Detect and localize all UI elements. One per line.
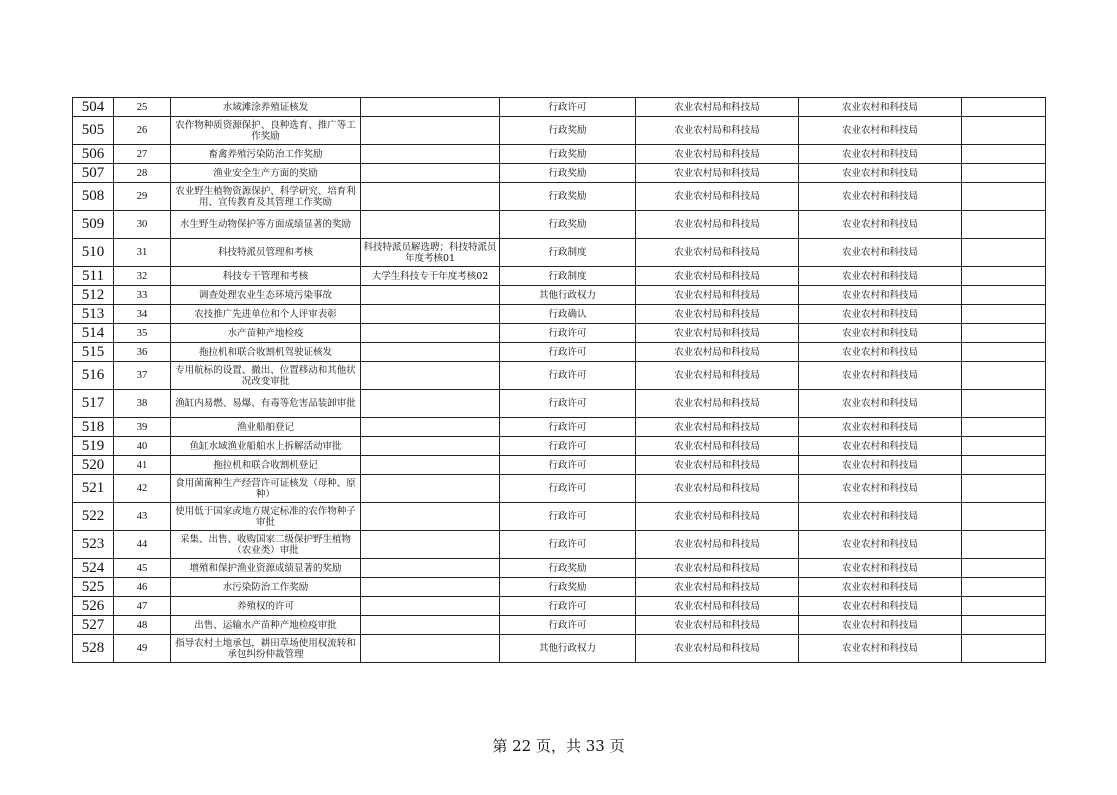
- remarks: [962, 183, 1046, 211]
- power-type: 行政许可: [500, 597, 636, 616]
- table-row: [73, 475, 1046, 503]
- remarks: [962, 98, 1046, 117]
- item-sequence: 41: [114, 456, 171, 475]
- row-number: 526: [73, 597, 114, 616]
- sub-item: [361, 324, 500, 343]
- table-row: [73, 559, 1046, 578]
- responsible-department: 农业农村局和科技局: [636, 324, 799, 343]
- remarks: [962, 503, 1046, 531]
- implementing-department: 农业农村和科技局: [799, 286, 962, 305]
- item-sequence: 39: [114, 418, 171, 437]
- table-row: [73, 117, 1046, 145]
- implementing-department: 农业农村和科技局: [799, 183, 962, 211]
- row-number: 518: [73, 418, 114, 437]
- item-sequence: 30: [114, 211, 171, 239]
- table-row: [73, 597, 1046, 616]
- responsible-department: 农业农村局和科技局: [636, 437, 799, 456]
- item-sequence: 47: [114, 597, 171, 616]
- remarks: [962, 635, 1046, 663]
- responsible-department: 农业农村局和科技局: [636, 578, 799, 597]
- item-name: 使用低于国家或地方规定标准的农作物种子审批: [171, 503, 361, 531]
- remarks: [962, 456, 1046, 475]
- item-sequence: 37: [114, 362, 171, 390]
- row-number: 523: [73, 531, 114, 559]
- row-number: 513: [73, 305, 114, 324]
- sub-item: [361, 475, 500, 503]
- row-number: 511: [73, 267, 114, 286]
- table-row: [73, 456, 1046, 475]
- power-type: 行政奖励: [500, 117, 636, 145]
- responsible-department: 农业农村局和科技局: [636, 531, 799, 559]
- sub-item: 科技特派员解选聘；科技特派员 年度考核01: [361, 239, 500, 267]
- remarks: [962, 616, 1046, 635]
- row-number: 528: [73, 635, 114, 663]
- power-type: 行政许可: [500, 390, 636, 418]
- responsible-department: 农业农村局和科技局: [636, 597, 799, 616]
- remarks: [962, 117, 1046, 145]
- item-name: 科技专干管理和考核: [171, 267, 361, 286]
- responsible-department: 农业农村局和科技局: [636, 305, 799, 324]
- item-sequence: 42: [114, 475, 171, 503]
- remarks: [962, 305, 1046, 324]
- implementing-department: 农业农村和科技局: [799, 475, 962, 503]
- item-sequence: 48: [114, 616, 171, 635]
- item-name: 专用航标的设置、撤出、位置移动和其他状况改变审批: [171, 362, 361, 390]
- row-number: 519: [73, 437, 114, 456]
- responsible-department: 农业农村局和科技局: [636, 211, 799, 239]
- responsible-department: 农业农村局和科技局: [636, 559, 799, 578]
- power-type: 行政制度: [500, 267, 636, 286]
- sub-item: [361, 456, 500, 475]
- table-row: [73, 145, 1046, 164]
- sub-item: [361, 117, 500, 145]
- implementing-department: 农业农村和科技局: [799, 597, 962, 616]
- power-type: 行政奖励: [500, 145, 636, 164]
- sub-item: [361, 597, 500, 616]
- sub-item: [361, 98, 500, 117]
- responsible-department: 农业农村局和科技局: [636, 145, 799, 164]
- sub-item: [361, 531, 500, 559]
- row-number: 520: [73, 456, 114, 475]
- power-list-table: [72, 97, 1046, 663]
- item-name: 农技推广先进单位和个人评审表彰: [171, 305, 361, 324]
- responsible-department: 农业农村局和科技局: [636, 635, 799, 663]
- implementing-department: 农业农村和科技局: [799, 418, 962, 437]
- table-row: [73, 98, 1046, 117]
- item-name: 养殖权的许可: [171, 597, 361, 616]
- item-sequence: 26: [114, 117, 171, 145]
- sub-item: [361, 503, 500, 531]
- remarks: [962, 324, 1046, 343]
- responsible-department: 农业农村局和科技局: [636, 475, 799, 503]
- implementing-department: 农业农村和科技局: [799, 117, 962, 145]
- table-row: [73, 362, 1046, 390]
- table-row: [73, 578, 1046, 597]
- item-name: 出售、运输水产苗种产地检疫审批: [171, 616, 361, 635]
- item-name: 渔缸内易燃、易爆、有毒等危害品装卸审批: [171, 390, 361, 418]
- row-number: 507: [73, 164, 114, 183]
- row-number: 506: [73, 145, 114, 164]
- row-number: 525: [73, 578, 114, 597]
- remarks: [962, 343, 1046, 362]
- remarks: [962, 145, 1046, 164]
- item-sequence: 40: [114, 437, 171, 456]
- sub-item: [361, 343, 500, 362]
- table-row: [73, 616, 1046, 635]
- row-number: 504: [73, 98, 114, 117]
- power-type: 行政许可: [500, 418, 636, 437]
- implementing-department: 农业农村和科技局: [799, 503, 962, 531]
- responsible-department: 农业农村局和科技局: [636, 503, 799, 531]
- table-row: [73, 390, 1046, 418]
- responsible-department: 农业农村局和科技局: [636, 362, 799, 390]
- remarks: [962, 286, 1046, 305]
- item-sequence: 43: [114, 503, 171, 531]
- table-row: [73, 531, 1046, 559]
- item-name: 调查处理农业生态环境污染事故: [171, 286, 361, 305]
- sub-item: 大学生科技专干年度考核02: [361, 267, 500, 286]
- table-row: [73, 267, 1046, 286]
- power-type: 行政许可: [500, 98, 636, 117]
- row-number: 522: [73, 503, 114, 531]
- table-row: [73, 305, 1046, 324]
- remarks: [962, 559, 1046, 578]
- item-name: 畜禽养殖污染防治工作奖励: [171, 145, 361, 164]
- table-row: [73, 211, 1046, 239]
- row-number: 510: [73, 239, 114, 267]
- responsible-department: 农业农村局和科技局: [636, 239, 799, 267]
- responsible-department: 农业农村局和科技局: [636, 343, 799, 362]
- responsible-department: 农业农村局和科技局: [636, 117, 799, 145]
- responsible-department: 农业农村局和科技局: [636, 390, 799, 418]
- sub-item: [361, 183, 500, 211]
- power-type: 行政许可: [500, 531, 636, 559]
- implementing-department: 农业农村和科技局: [799, 267, 962, 286]
- table-row: [73, 635, 1046, 663]
- row-number: 512: [73, 286, 114, 305]
- item-name: 采集、出售、收购国家二级保护野生植物（农业类）审批: [171, 531, 361, 559]
- row-number: 505: [73, 117, 114, 145]
- item-name: 水生野生动物保护等方面成绩显著的奖励: [171, 211, 361, 239]
- implementing-department: 农业农村和科技局: [799, 578, 962, 597]
- power-type: 行政许可: [500, 343, 636, 362]
- row-number: 509: [73, 211, 114, 239]
- remarks: [962, 531, 1046, 559]
- implementing-department: 农业农村和科技局: [799, 616, 962, 635]
- item-sequence: 25: [114, 98, 171, 117]
- item-name: 增殖和保护渔业资源成绩显著的奖励: [171, 559, 361, 578]
- item-name: 水污染防治工作奖励: [171, 578, 361, 597]
- implementing-department: 农业农村和科技局: [799, 390, 962, 418]
- item-name: 水产苗种产地检疫: [171, 324, 361, 343]
- item-sequence: 49: [114, 635, 171, 663]
- implementing-department: 农业农村和科技局: [799, 305, 962, 324]
- remarks: [962, 418, 1046, 437]
- item-name: 食用菌菌种生产经营许可证核发（母种、原种）: [171, 475, 361, 503]
- table-row: [73, 437, 1046, 456]
- table-row: [73, 418, 1046, 437]
- table-row: [73, 183, 1046, 211]
- implementing-department: 农业农村和科技局: [799, 635, 962, 663]
- sub-item: [361, 390, 500, 418]
- power-type: 行政许可: [500, 456, 636, 475]
- sub-item: [361, 616, 500, 635]
- sub-item: [361, 437, 500, 456]
- responsible-department: 农业农村局和科技局: [636, 456, 799, 475]
- item-sequence: 36: [114, 343, 171, 362]
- table-row: [73, 324, 1046, 343]
- table-row: [73, 286, 1046, 305]
- remarks: [962, 390, 1046, 418]
- responsible-department: 农业农村局和科技局: [636, 98, 799, 117]
- implementing-department: 农业农村和科技局: [799, 164, 962, 183]
- item-sequence: 44: [114, 531, 171, 559]
- power-type: 行政奖励: [500, 164, 636, 183]
- power-type: 行政奖励: [500, 559, 636, 578]
- implementing-department: 农业农村和科技局: [799, 437, 962, 456]
- remarks: [962, 267, 1046, 286]
- item-sequence: 38: [114, 390, 171, 418]
- power-type: 行政奖励: [500, 183, 636, 211]
- item-name: 拖拉机和联合收割机登记: [171, 456, 361, 475]
- power-type: 行政许可: [500, 616, 636, 635]
- remarks: [962, 437, 1046, 456]
- sub-item: [361, 559, 500, 578]
- remarks: [962, 239, 1046, 267]
- implementing-department: 农业农村和科技局: [799, 531, 962, 559]
- item-name: 农作物种质资源保护、良种选育、推广等工作奖励: [171, 117, 361, 145]
- sub-item: [361, 305, 500, 324]
- power-type: 行政确认: [500, 305, 636, 324]
- table-body: [73, 98, 1046, 663]
- item-name: 渔业安全生产方面的奖励: [171, 164, 361, 183]
- item-name: 拖拉机和联合收割机驾驶证核发: [171, 343, 361, 362]
- sub-item: [361, 211, 500, 239]
- remarks: [962, 164, 1046, 183]
- item-sequence: 32: [114, 267, 171, 286]
- power-type: 行政许可: [500, 324, 636, 343]
- implementing-department: 农业农村和科技局: [799, 145, 962, 164]
- table-row: [73, 503, 1046, 531]
- sub-item: [361, 145, 500, 164]
- implementing-department: 农业农村和科技局: [799, 239, 962, 267]
- item-sequence: 35: [114, 324, 171, 343]
- sub-item: [361, 286, 500, 305]
- responsible-department: 农业农村局和科技局: [636, 418, 799, 437]
- power-type: 行政奖励: [500, 578, 636, 597]
- remarks: [962, 597, 1046, 616]
- sub-item: [361, 164, 500, 183]
- remarks: [962, 362, 1046, 390]
- responsible-department: 农业农村局和科技局: [636, 183, 799, 211]
- power-type: 行政许可: [500, 437, 636, 456]
- item-name: 指导农村土地承包，耕田草场使用权流转和承包纠纷仲裁管理: [171, 635, 361, 663]
- remarks: [962, 475, 1046, 503]
- item-name: 渔业船舶登记: [171, 418, 361, 437]
- row-number: 508: [73, 183, 114, 211]
- responsible-department: 农业农村局和科技局: [636, 164, 799, 183]
- table-row: [73, 343, 1046, 362]
- implementing-department: 农业农村和科技局: [799, 343, 962, 362]
- row-number: 514: [73, 324, 114, 343]
- item-sequence: 45: [114, 559, 171, 578]
- item-name: 科技特派员管理和考核: [171, 239, 361, 267]
- row-number: 527: [73, 616, 114, 635]
- power-type: 其他行政权力: [500, 286, 636, 305]
- item-sequence: 29: [114, 183, 171, 211]
- item-sequence: 46: [114, 578, 171, 597]
- sub-item: [361, 635, 500, 663]
- row-number: 515: [73, 343, 114, 362]
- table-row: [73, 239, 1046, 267]
- responsible-department: 农业农村局和科技局: [636, 267, 799, 286]
- responsible-department: 农业农村局和科技局: [636, 616, 799, 635]
- implementing-department: 农业农村和科技局: [799, 324, 962, 343]
- power-type: 行政许可: [500, 362, 636, 390]
- page-number: 第 22 页，共 33 页: [492, 737, 625, 755]
- item-sequence: 28: [114, 164, 171, 183]
- item-name: 水域滩涂养殖证核发: [171, 98, 361, 117]
- sub-item: [361, 578, 500, 597]
- implementing-department: 农业农村和科技局: [799, 211, 962, 239]
- row-number: 516: [73, 362, 114, 390]
- power-type: 行政奖励: [500, 211, 636, 239]
- item-sequence: 34: [114, 305, 171, 324]
- sub-item: [361, 418, 500, 437]
- row-number: 524: [73, 559, 114, 578]
- table-row: [73, 164, 1046, 183]
- implementing-department: 农业农村和科技局: [799, 456, 962, 475]
- responsible-department: 农业农村局和科技局: [636, 286, 799, 305]
- power-type: 行政制度: [500, 239, 636, 267]
- item-name: 鱼缸水域渔业船舶水上拆解活动审批: [171, 437, 361, 456]
- implementing-department: 农业农村和科技局: [799, 559, 962, 578]
- remarks: [962, 211, 1046, 239]
- item-name: 农业野生植物资源保护、科学研究、培育利用、宣传教育及其管理工作奖励: [171, 183, 361, 211]
- power-type: 行政许可: [500, 475, 636, 503]
- power-type: 行政许可: [500, 503, 636, 531]
- row-number: 517: [73, 390, 114, 418]
- row-number: 521: [73, 475, 114, 503]
- item-sequence: 31: [114, 239, 171, 267]
- item-sequence: 27: [114, 145, 171, 164]
- implementing-department: 农业农村和科技局: [799, 98, 962, 117]
- sub-item: [361, 362, 500, 390]
- implementing-department: 农业农村和科技局: [799, 362, 962, 390]
- remarks: [962, 578, 1046, 597]
- item-sequence: 33: [114, 286, 171, 305]
- power-type: 其他行政权力: [500, 635, 636, 663]
